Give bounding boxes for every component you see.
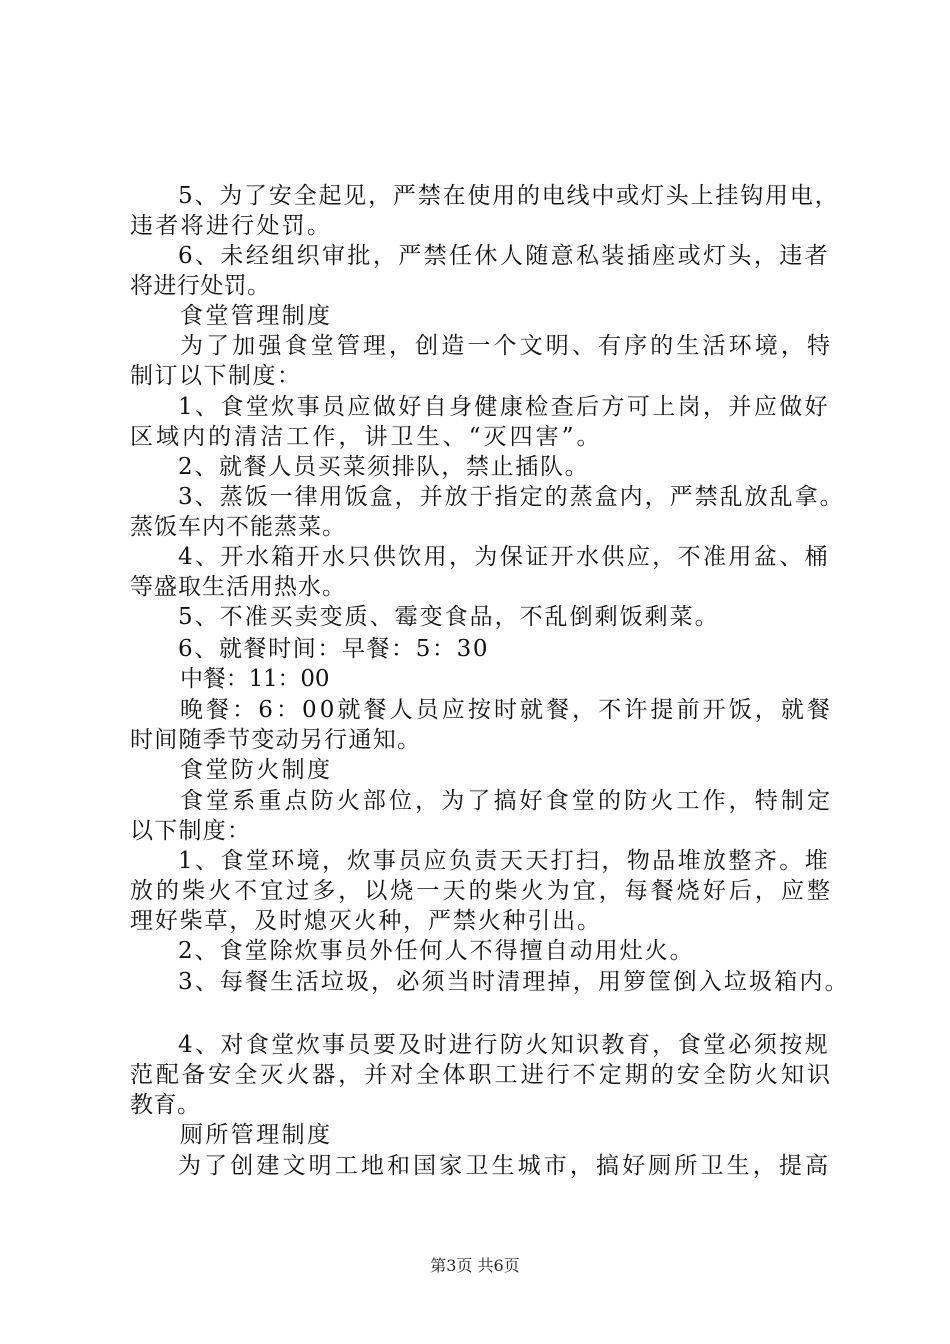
text-line: 理好柴草，及时熄灭火种，严禁火种引出。 <box>130 908 602 934</box>
text-line: 区域内的清洁工作，讲卫生、“灭四害”。 <box>130 424 603 450</box>
text-line: 6、就餐时间：早餐：5：30 <box>178 636 490 662</box>
section-heading: 厕所管理制度 <box>180 1122 333 1148</box>
text-line: 3、蒸饭一律用饭盒，并放于指定的蒸盒内，严禁乱放乱拿。 <box>178 484 845 510</box>
section-heading: 食堂管理制度 <box>180 303 333 329</box>
text-line: 2、食堂除炊事员外任何人不得擅自动用灶火。 <box>178 938 695 964</box>
text-line: 为了加强食堂管理，创造一个文明、有序的生活环境，特 <box>180 333 834 359</box>
text-line: 2、就餐人员买菜须排队，禁止插队。 <box>178 454 590 480</box>
text-line: 4、对食堂炊事员要及时进行防火知识教育，食堂必须按规 <box>178 1032 831 1058</box>
page-number: 第3页 共6页 <box>430 1256 520 1275</box>
text-line: 6、未经组织审批，严禁任休人随意私装插座或灯头，违者 <box>178 243 831 269</box>
text-line: 为了创建文明工地和国家卫生城市，搞好厕所卫生，提高 <box>178 1153 832 1179</box>
text-line: 范配备安全灭火器，并对全体职工进行不定期的安全防火知识 <box>130 1062 834 1088</box>
text-line: 以下制度： <box>130 818 252 844</box>
text-line: 1、食堂环境，炊事员应负责天天打扫，物品堆放整齐。堆 <box>178 848 831 874</box>
text-line: 5、为了安全起见，严禁在使用的电线中或灯头上挂钩用电， <box>178 183 840 209</box>
text-line: 教育。 <box>130 1092 201 1118</box>
text-line: 时间随季节变动另行通知。 <box>130 727 422 753</box>
text-line: 3、每餐生活垃圾，必须当时清理掉，用箩筐倒入垃圾箱内。 <box>178 969 850 995</box>
text-line: 将进行处罚。 <box>130 273 271 299</box>
text-line: 放的柴火不宜过多，以烧一天的柴火为宜，每餐烧好后，应整 <box>130 878 834 904</box>
text-line: 违者将进行处罚。 <box>130 213 333 239</box>
text-line: 5、不准买卖变质、霉变食品，不乱倒剩饭剩菜。 <box>178 604 720 630</box>
text-line: 食堂系重点防火部位，为了搞好食堂的防火工作，特制定 <box>180 788 834 814</box>
text-line: 晚餐：6：00就餐人员应按时就餐，不许提前开饭，就餐 <box>180 697 833 723</box>
text-line: 中餐：11：00 <box>180 666 330 692</box>
text-line: 4、开水箱开水只供饮用，为保证开水供应，不准用盆、桶 <box>178 544 831 570</box>
text-line: 等盛取生活用热水。 <box>130 574 346 600</box>
text-line: 1、食堂炊事员应做好自身健康检查后方可上岗，并应做好 <box>178 394 831 420</box>
text-line: 制订以下制度： <box>130 363 302 389</box>
text-line: 蒸饭车内不能蒸菜。 <box>130 514 346 540</box>
section-heading: 食堂防火制度 <box>180 757 333 783</box>
